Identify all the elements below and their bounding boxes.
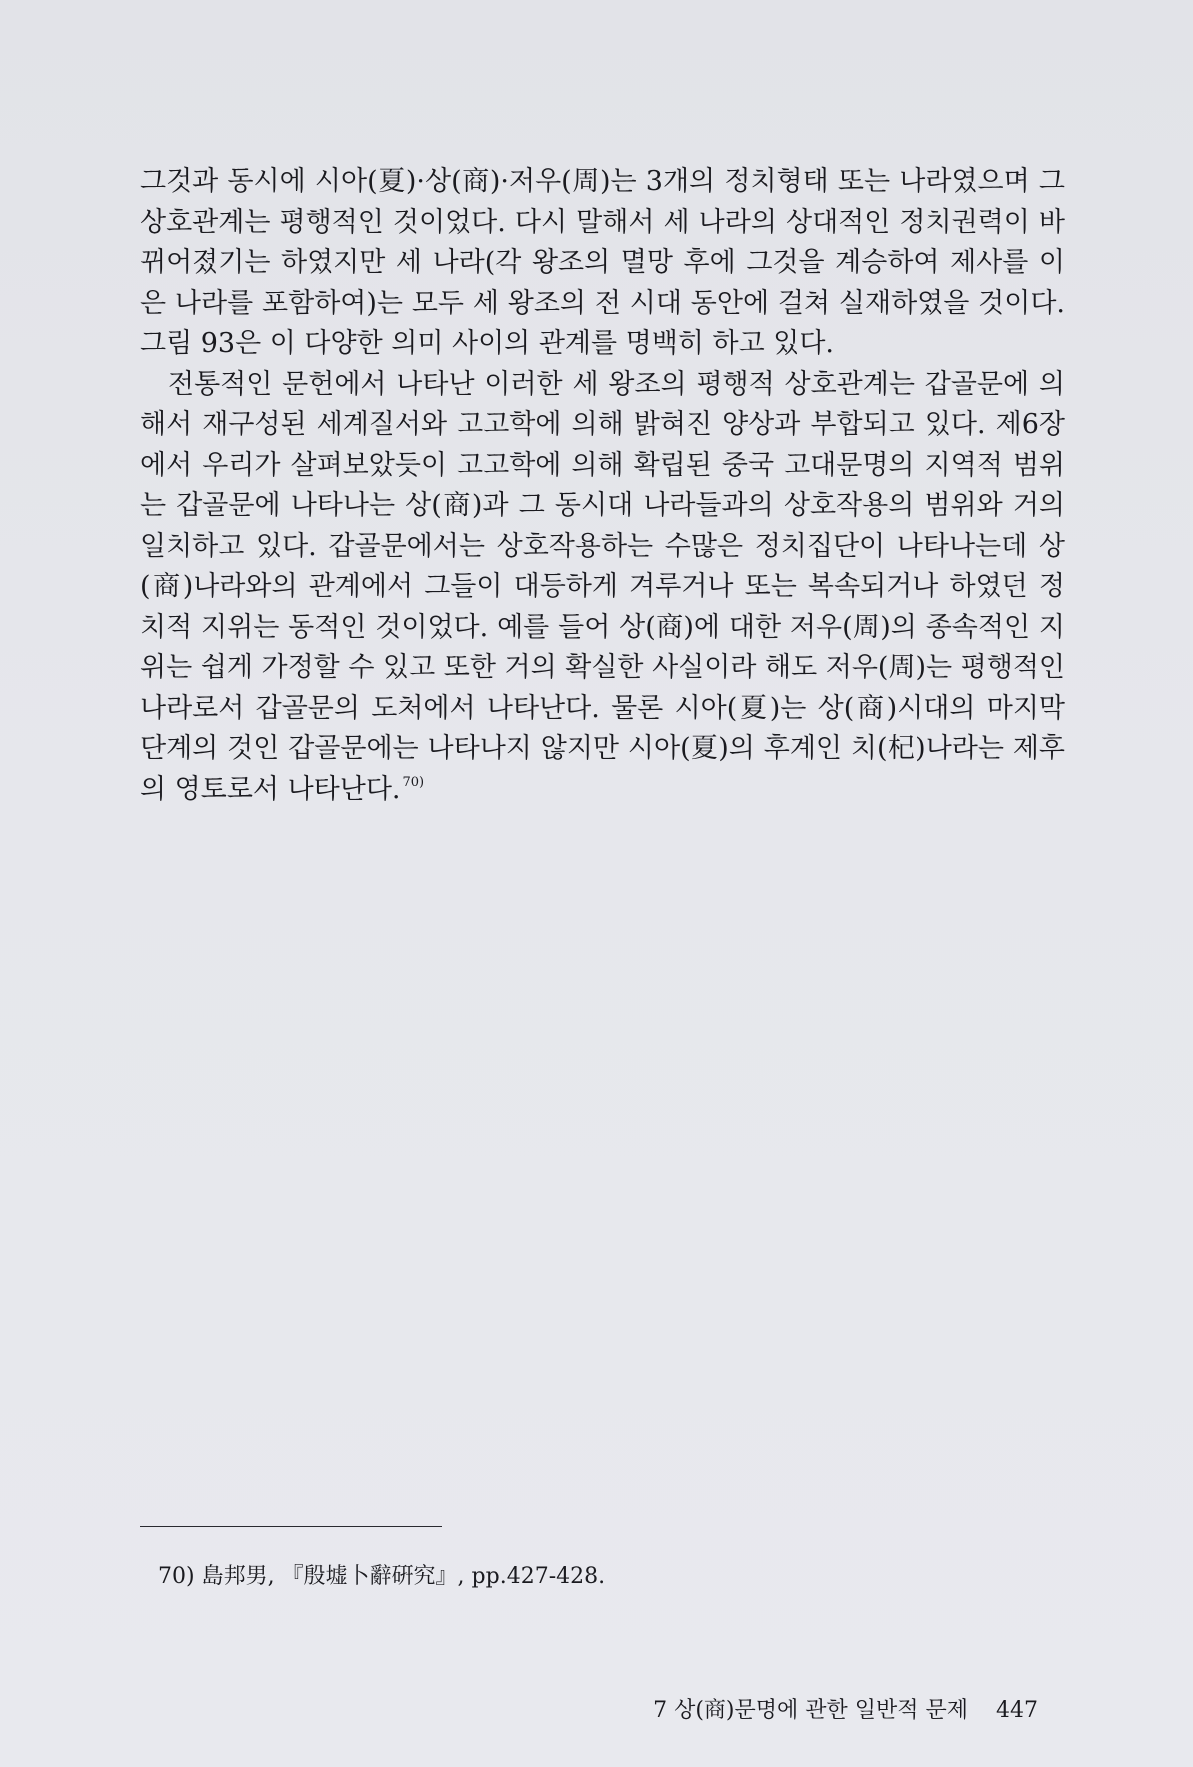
paragraph-1: 그것과 동시에 시아(夏)·상(商)·저우(周)는 3개의 정치형태 또는 나라였으며 그 상호관계는 평행적인 것이었다. 다시 말해서 세 나라의 상대적인 정치권력이 바뀌어졌기는 하였지만 세 나라(각 왕조의 멸망 후에 그것을 계승하여 제사를 이은 나라를 포함하여)는 모두 세 왕조의 전 시대 동안에 걸쳐 실재하였을 것이다. 그림 93은 이 다양한 의미 사이의 관계를 명백히 하고 있다. [140,166,1065,359]
footnote: 70) 島邦男, 『殷墟卜辭硏究』, pp.427-428. [158,1564,606,1589]
body-text [140,162,1065,810]
page-footer [653,1696,1038,1726]
page-number: 447 [996,1698,1038,1723]
footnote-divider [140,1526,442,1527]
paragraph-2 [140,365,1065,811]
running-footer-title: 7 상(商)문명에 관한 일반적 문제 [653,1698,968,1723]
footnote-reference: 70) [402,774,425,790]
paragraph-2-text: 전통적인 문헌에서 나타난 이러한 세 왕조의 평행적 상호관계는 갑골문에 의해서 재구성된 세계질서와 고고학에 의해 밝혀진 양상과 부합되고 있다. 제6장에서 우리가 살펴보았듯이 고고학에 의해 확립된 중국 고대문명의 지역적 범위는 갑골문에 나타나는 상(商)과 그 동시대 나라들과의 상호작용의 범위와 거의 일치하고 있다. 갑골문에서는 상호작용하는 수많은 정치집단이 나타나는데 상(商)나라와의 관계에서 그들이 대등하게 겨루거나 또는 복속되거나 하였던 정치적 지위는 동적인 것이었다. 예를 들어 상(商)에 대한 저우(周)의 종속적인 지위는 쉽게 가정할 수 있고 또한 거의 확실한 사실이라 해도 저우(周)는 평행적인 나라로서 갑골문의 도처에서 나타난다. 물론 시아(夏)는 상(商)시대의 마지막 단계의 것인 갑골문에는 나타나지 않지만 시아(夏)의 후계인 치(杞)나라는 제후의 영토로서 나타난다. [140,368,1065,805]
